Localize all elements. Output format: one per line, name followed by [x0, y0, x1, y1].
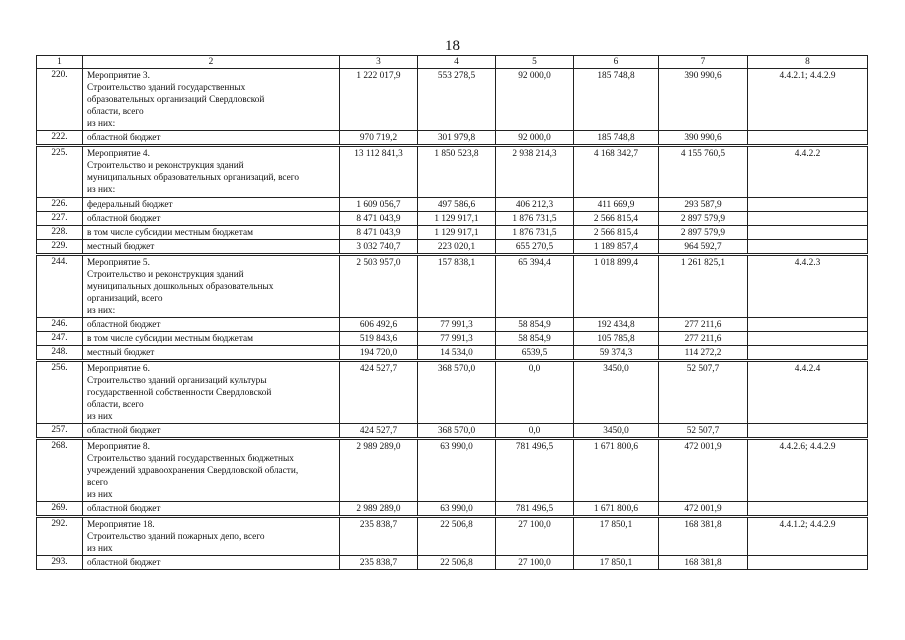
description-line: местный бюджет — [87, 242, 155, 252]
description-line: областной бюджет — [87, 133, 161, 143]
value-cell-v7: 293 587,9 — [659, 198, 748, 212]
column-header: 3 — [340, 56, 418, 69]
value-cell-v5: 655 270,5 — [496, 240, 574, 255]
table-row — [37, 556, 868, 570]
description-line: Мероприятие 6. — [87, 364, 150, 374]
value-cell-v7: 277 211,6 — [659, 332, 748, 346]
description-line: областной бюджет — [87, 214, 161, 224]
row-number: 292. — [37, 517, 83, 556]
value-cell-v3: 2 503 957,0 — [340, 255, 418, 318]
value-cell-v5: 1 876 731,5 — [496, 226, 574, 240]
row-number: 229. — [37, 240, 83, 255]
description-line: Строительство и реконструкция зданий — [87, 161, 244, 171]
value-cell-v3: 970 719,2 — [340, 131, 418, 146]
value-cell-v3: 3 032 740,7 — [340, 240, 418, 255]
row-number: 248. — [37, 346, 83, 361]
value-cell-v7: 472 001,9 — [659, 502, 748, 517]
row-code: 4.4.1.2; 4.4.2.9 — [748, 517, 868, 556]
row-code — [748, 424, 868, 439]
value-cell-v3: 235 838,7 — [340, 556, 418, 570]
value-cell-v4: 157 838,1 — [418, 255, 496, 318]
value-cell-v6: 17 850,1 — [574, 556, 659, 570]
value-cell-v6: 2 566 815,4 — [574, 212, 659, 226]
table-row — [37, 240, 868, 255]
value-cell-v4: 63 990,0 — [418, 439, 496, 502]
value-cell-v5: 27 100,0 — [496, 517, 574, 556]
value-cell-v7: 114 272,2 — [659, 346, 748, 361]
value-cell-v6: 1 189 857,4 — [574, 240, 659, 255]
row-code — [748, 131, 868, 146]
row-code: 4.4.2.6; 4.4.2.9 — [748, 439, 868, 502]
description-line: Мероприятие 4. — [87, 149, 150, 159]
table-row — [37, 198, 868, 212]
value-cell-v6: 1 671 800,6 — [574, 502, 659, 517]
row-description — [83, 361, 340, 424]
row-number: 257. — [37, 424, 83, 439]
description-line: Строительство зданий государственных бюджетных — [87, 454, 294, 464]
page-number: 18 — [445, 38, 460, 54]
description-line: областной бюджет — [87, 320, 161, 330]
value-cell-v5: 58 854,9 — [496, 318, 574, 332]
table-row — [37, 517, 868, 556]
value-cell-v7: 168 381,8 — [659, 517, 748, 556]
value-cell-v5: 0,0 — [496, 361, 574, 424]
description-line: Строительство зданий государственных — [87, 83, 246, 93]
value-cell-v4: 497 586,6 — [418, 198, 496, 212]
value-cell-v4: 63 990,0 — [418, 502, 496, 517]
value-cell-v3: 1 609 056,7 — [340, 198, 418, 212]
value-cell-v4: 77 991,3 — [418, 332, 496, 346]
row-number: 269. — [37, 502, 83, 517]
description-line: из них — [87, 490, 113, 500]
description-line: области, всего — [87, 400, 144, 410]
value-cell-v6: 59 374,3 — [574, 346, 659, 361]
row-description — [83, 556, 340, 570]
value-cell-v4: 77 991,3 — [418, 318, 496, 332]
column-header: 4 — [418, 56, 496, 69]
table-row — [37, 69, 868, 131]
description-line: областной бюджет — [87, 558, 161, 568]
row-description — [83, 240, 340, 255]
value-cell-v3: 2 989 289,0 — [340, 439, 418, 502]
value-cell-v3: 194 720,0 — [340, 346, 418, 361]
row-code: 4.4.2.2 — [748, 146, 868, 198]
value-cell-v6: 411 669,9 — [574, 198, 659, 212]
row-code — [748, 240, 868, 255]
value-cell-v5: 2 938 214,3 — [496, 146, 574, 198]
description-line: области, всего — [87, 107, 144, 117]
description-line: государственной собственности Свердловской — [87, 388, 272, 398]
row-number: 220. — [37, 69, 83, 131]
row-code — [748, 556, 868, 570]
row-description — [83, 69, 340, 131]
description-line: из них: — [87, 306, 116, 316]
column-header: 7 — [659, 56, 748, 69]
row-number: 226. — [37, 198, 83, 212]
row-code — [748, 226, 868, 240]
value-cell-v3: 235 838,7 — [340, 517, 418, 556]
value-cell-v6: 1 671 800,6 — [574, 439, 659, 502]
description-line: образовательных организаций Свердловской — [87, 95, 265, 105]
table-row — [37, 146, 868, 198]
value-cell-v5: 65 394,4 — [496, 255, 574, 318]
table-row — [37, 226, 868, 240]
value-cell-v7: 1 261 825,1 — [659, 255, 748, 318]
value-cell-v7: 277 211,6 — [659, 318, 748, 332]
value-cell-v5: 0,0 — [496, 424, 574, 439]
description-line: Мероприятие 8. — [87, 442, 150, 452]
table-row — [37, 212, 868, 226]
row-description — [83, 332, 340, 346]
row-code — [748, 212, 868, 226]
row-description — [83, 198, 340, 212]
column-header: 6 — [574, 56, 659, 69]
description-line: организаций, всего — [87, 294, 163, 304]
value-cell-v6: 192 434,8 — [574, 318, 659, 332]
row-code: 4.4.2.1; 4.4.2.9 — [748, 69, 868, 131]
table-row — [37, 131, 868, 146]
value-cell-v6: 4 168 342,7 — [574, 146, 659, 198]
row-number: 244. — [37, 255, 83, 318]
value-cell-v3: 606 492,6 — [340, 318, 418, 332]
table-row — [37, 502, 868, 517]
value-cell-v6: 185 748,8 — [574, 131, 659, 146]
value-cell-v4: 301 979,8 — [418, 131, 496, 146]
table-row — [37, 361, 868, 424]
value-cell-v5: 92 000,0 — [496, 69, 574, 131]
table-row — [37, 424, 868, 439]
value-cell-v7: 2 897 579,9 — [659, 212, 748, 226]
value-cell-v5: 781 496,5 — [496, 502, 574, 517]
value-cell-v7: 964 592,7 — [659, 240, 748, 255]
column-header: 8 — [748, 56, 868, 69]
row-description — [83, 346, 340, 361]
description-line: областной бюджет — [87, 504, 161, 514]
row-code — [748, 332, 868, 346]
description-line: Строительство зданий пожарных депо, всего — [87, 532, 265, 542]
value-cell-v4: 1 129 917,1 — [418, 212, 496, 226]
row-description — [83, 212, 340, 226]
value-cell-v3: 519 843,6 — [340, 332, 418, 346]
row-number: 256. — [37, 361, 83, 424]
value-cell-v3: 13 112 841,3 — [340, 146, 418, 198]
description-line: Мероприятие 3. — [87, 71, 150, 81]
value-cell-v5: 27 100,0 — [496, 556, 574, 570]
value-cell-v6: 105 785,8 — [574, 332, 659, 346]
value-cell-v4: 22 506,8 — [418, 556, 496, 570]
description-line: Строительство и реконструкция зданий — [87, 270, 244, 280]
value-cell-v5: 406 212,3 — [496, 198, 574, 212]
description-line: в том числе субсидии местным бюджетам — [87, 228, 253, 238]
value-cell-v4: 14 534,0 — [418, 346, 496, 361]
value-cell-v7: 52 507,7 — [659, 424, 748, 439]
value-cell-v5: 6539,5 — [496, 346, 574, 361]
row-number: 268. — [37, 439, 83, 502]
row-number: 293. — [37, 556, 83, 570]
value-cell-v7: 168 381,8 — [659, 556, 748, 570]
description-line: из них: — [87, 185, 116, 195]
value-cell-v6: 1 018 899,4 — [574, 255, 659, 318]
description-line: из них — [87, 544, 113, 554]
description-line: всего — [87, 478, 108, 488]
value-cell-v4: 22 506,8 — [418, 517, 496, 556]
table-row — [37, 332, 868, 346]
row-description — [83, 146, 340, 198]
value-cell-v4: 553 278,5 — [418, 69, 496, 131]
budget-table — [36, 55, 868, 570]
value-cell-v3: 424 527,7 — [340, 361, 418, 424]
value-cell-v4: 368 570,0 — [418, 424, 496, 439]
value-cell-v6: 3450,0 — [574, 361, 659, 424]
description-line: Мероприятие 5. — [87, 258, 150, 268]
row-description — [83, 255, 340, 318]
row-number: 227. — [37, 212, 83, 226]
table-header-row — [37, 56, 868, 69]
row-number: 247. — [37, 332, 83, 346]
value-cell-v7: 390 990,6 — [659, 131, 748, 146]
value-cell-v5: 92 000,0 — [496, 131, 574, 146]
value-cell-v7: 390 990,6 — [659, 69, 748, 131]
value-cell-v5: 781 496,5 — [496, 439, 574, 502]
value-cell-v3: 2 989 289,0 — [340, 502, 418, 517]
row-number: 225. — [37, 146, 83, 198]
table-row — [37, 439, 868, 502]
row-number: 246. — [37, 318, 83, 332]
description-line: федеральный бюджет — [87, 200, 173, 210]
description-line: учреждений здравоохранения Свердловской области, — [87, 466, 299, 476]
row-description — [83, 226, 340, 240]
table-row — [37, 346, 868, 361]
value-cell-v4: 368 570,0 — [418, 361, 496, 424]
row-code — [748, 346, 868, 361]
row-description — [83, 502, 340, 517]
table-row — [37, 255, 868, 318]
value-cell-v7: 4 155 760,5 — [659, 146, 748, 198]
row-code — [748, 198, 868, 212]
value-cell-v5: 58 854,9 — [496, 332, 574, 346]
description-line: из них: — [87, 119, 116, 129]
description-line: из них — [87, 412, 113, 422]
row-description — [83, 424, 340, 439]
row-code: 4.4.2.4 — [748, 361, 868, 424]
row-code — [748, 502, 868, 517]
description-line: местный бюджет — [87, 348, 155, 358]
value-cell-v6: 3450,0 — [574, 424, 659, 439]
row-code: 4.4.2.3 — [748, 255, 868, 318]
description-line: муниципальных дошкольных образовательных — [87, 282, 274, 292]
row-description — [83, 131, 340, 146]
description-line: в том числе субсидии местным бюджетам — [87, 334, 253, 344]
description-line: областной бюджет — [87, 426, 161, 436]
value-cell-v7: 2 897 579,9 — [659, 226, 748, 240]
value-cell-v5: 1 876 731,5 — [496, 212, 574, 226]
value-cell-v4: 223 020,1 — [418, 240, 496, 255]
table-row — [37, 318, 868, 332]
description-line: Мероприятие 18. — [87, 520, 155, 530]
description-line: муниципальных образовательных организаций, всего — [87, 173, 300, 183]
column-header: 2 — [83, 56, 340, 69]
value-cell-v7: 52 507,7 — [659, 361, 748, 424]
value-cell-v6: 2 566 815,4 — [574, 226, 659, 240]
value-cell-v7: 472 001,9 — [659, 439, 748, 502]
row-description — [83, 517, 340, 556]
row-number: 228. — [37, 226, 83, 240]
column-header: 5 — [496, 56, 574, 69]
value-cell-v3: 424 527,7 — [340, 424, 418, 439]
value-cell-v6: 17 850,1 — [574, 517, 659, 556]
column-header: 1 — [37, 56, 83, 69]
value-cell-v4: 1 850 523,8 — [418, 146, 496, 198]
row-description — [83, 318, 340, 332]
value-cell-v3: 1 222 017,9 — [340, 69, 418, 131]
value-cell-v3: 8 471 043,9 — [340, 212, 418, 226]
value-cell-v3: 8 471 043,9 — [340, 226, 418, 240]
row-code — [748, 318, 868, 332]
row-description — [83, 439, 340, 502]
row-number: 222. — [37, 131, 83, 146]
value-cell-v6: 185 748,8 — [574, 69, 659, 131]
description-line: Строительство зданий организаций культуры — [87, 376, 267, 386]
value-cell-v4: 1 129 917,1 — [418, 226, 496, 240]
